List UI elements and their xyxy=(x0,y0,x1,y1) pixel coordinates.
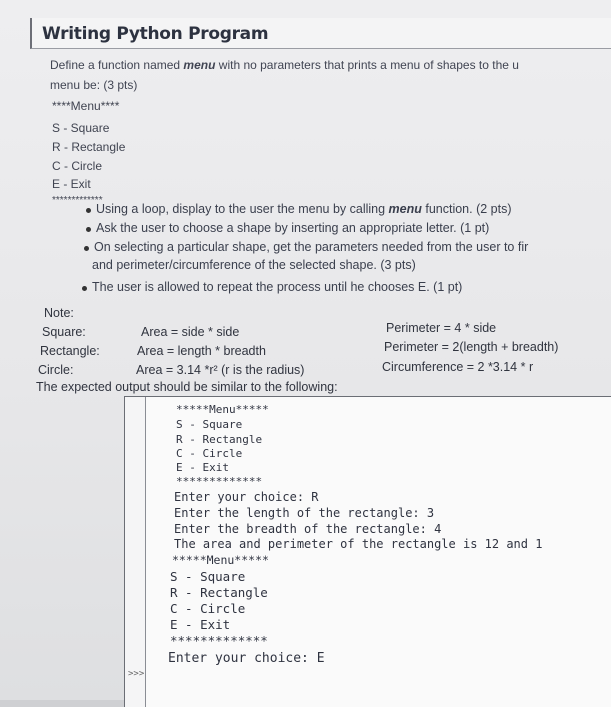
note-label: Note: xyxy=(44,306,74,320)
console-line: ************* xyxy=(170,633,268,648)
console-line: R - Rectangle xyxy=(176,433,263,446)
console-line: *****Menu***** xyxy=(172,553,269,567)
requirement-item: The user is allowed to repeat the process until he chooses E. (1 pt) xyxy=(92,280,462,294)
formula-shape: Circle: xyxy=(38,363,74,377)
bullet-icon xyxy=(86,208,91,213)
console-output-box xyxy=(124,396,611,707)
question-text-rest: with no parameters that prints a menu of shapes to the u xyxy=(215,58,519,72)
console-line: Enter your choice: E xyxy=(168,651,325,666)
requirement-item: On selecting a particular shape, get the parameters needed from the user to fir xyxy=(94,240,528,254)
bullet-icon xyxy=(82,286,87,291)
console-line: Enter your choice: R xyxy=(174,490,319,504)
bullet-icon xyxy=(84,246,89,251)
menu-stars: ************* xyxy=(52,195,103,206)
question-line-1 xyxy=(50,58,519,72)
console-line: S - Square xyxy=(176,418,243,431)
console-line: Enter the length of the rectangle: 3 xyxy=(174,506,435,520)
menu-header: ****Menu**** xyxy=(52,99,120,113)
console-text-area xyxy=(145,397,611,707)
formula-area: Area = 3.14 *r² (r is the radius) xyxy=(136,363,305,377)
formula-area: Area = length * breadth xyxy=(137,344,266,358)
console-line: C - Circle xyxy=(176,447,243,460)
page-title: Writing Python Program xyxy=(42,24,269,44)
requirement-item-continued: and perimeter/circumference of the selected shape. (3 pts) xyxy=(92,258,416,272)
question-line-2: menu be: (3 pts) xyxy=(50,78,138,92)
formula-shape: Rectangle: xyxy=(40,344,100,358)
question-function-name: menu xyxy=(183,58,216,72)
requirement-item: Using a loop, display to the user the menu by calling menu function. (2 pts) xyxy=(96,202,512,216)
console-line: The area and perimeter of the rectangle is 12 and 1 xyxy=(174,537,543,551)
console-line: R - Rectangle xyxy=(170,585,268,600)
shell-prompt: >>> xyxy=(128,669,145,679)
console-line: Enter the breadth of the rectangle: 4 xyxy=(174,522,442,536)
menu-item: C - Circle xyxy=(52,159,102,173)
menu-item: R - Rectangle xyxy=(52,140,126,154)
console-line: E - Exit xyxy=(176,461,229,474)
expected-output-label: The expected output should be similar to the following: xyxy=(36,380,338,394)
question-text: Define a function named xyxy=(50,58,184,72)
requirement-item: Ask the user to choose a shape by inserting an appropriate letter. (1 pt) xyxy=(96,221,489,235)
console-line: C - Circle xyxy=(170,601,246,616)
console-line: *****Menu***** xyxy=(176,403,269,416)
formula-perimeter: Perimeter = 4 * side xyxy=(386,321,497,335)
title-bar xyxy=(30,18,611,49)
console-line: S - Square xyxy=(170,569,246,584)
formula-area: Area = side * side xyxy=(141,325,240,339)
console-line: ************* xyxy=(176,475,263,488)
menu-item: E - Exit xyxy=(52,177,91,191)
formula-shape: Square: xyxy=(42,325,86,339)
formula-perimeter: Perimeter = 2(length + breadth) xyxy=(384,340,559,354)
console-line: E - Exit xyxy=(170,617,231,632)
bullet-icon xyxy=(86,227,91,232)
formula-perimeter: Circumference = 2 *3.14 * r xyxy=(382,360,534,374)
menu-item: S - Square xyxy=(52,121,110,135)
